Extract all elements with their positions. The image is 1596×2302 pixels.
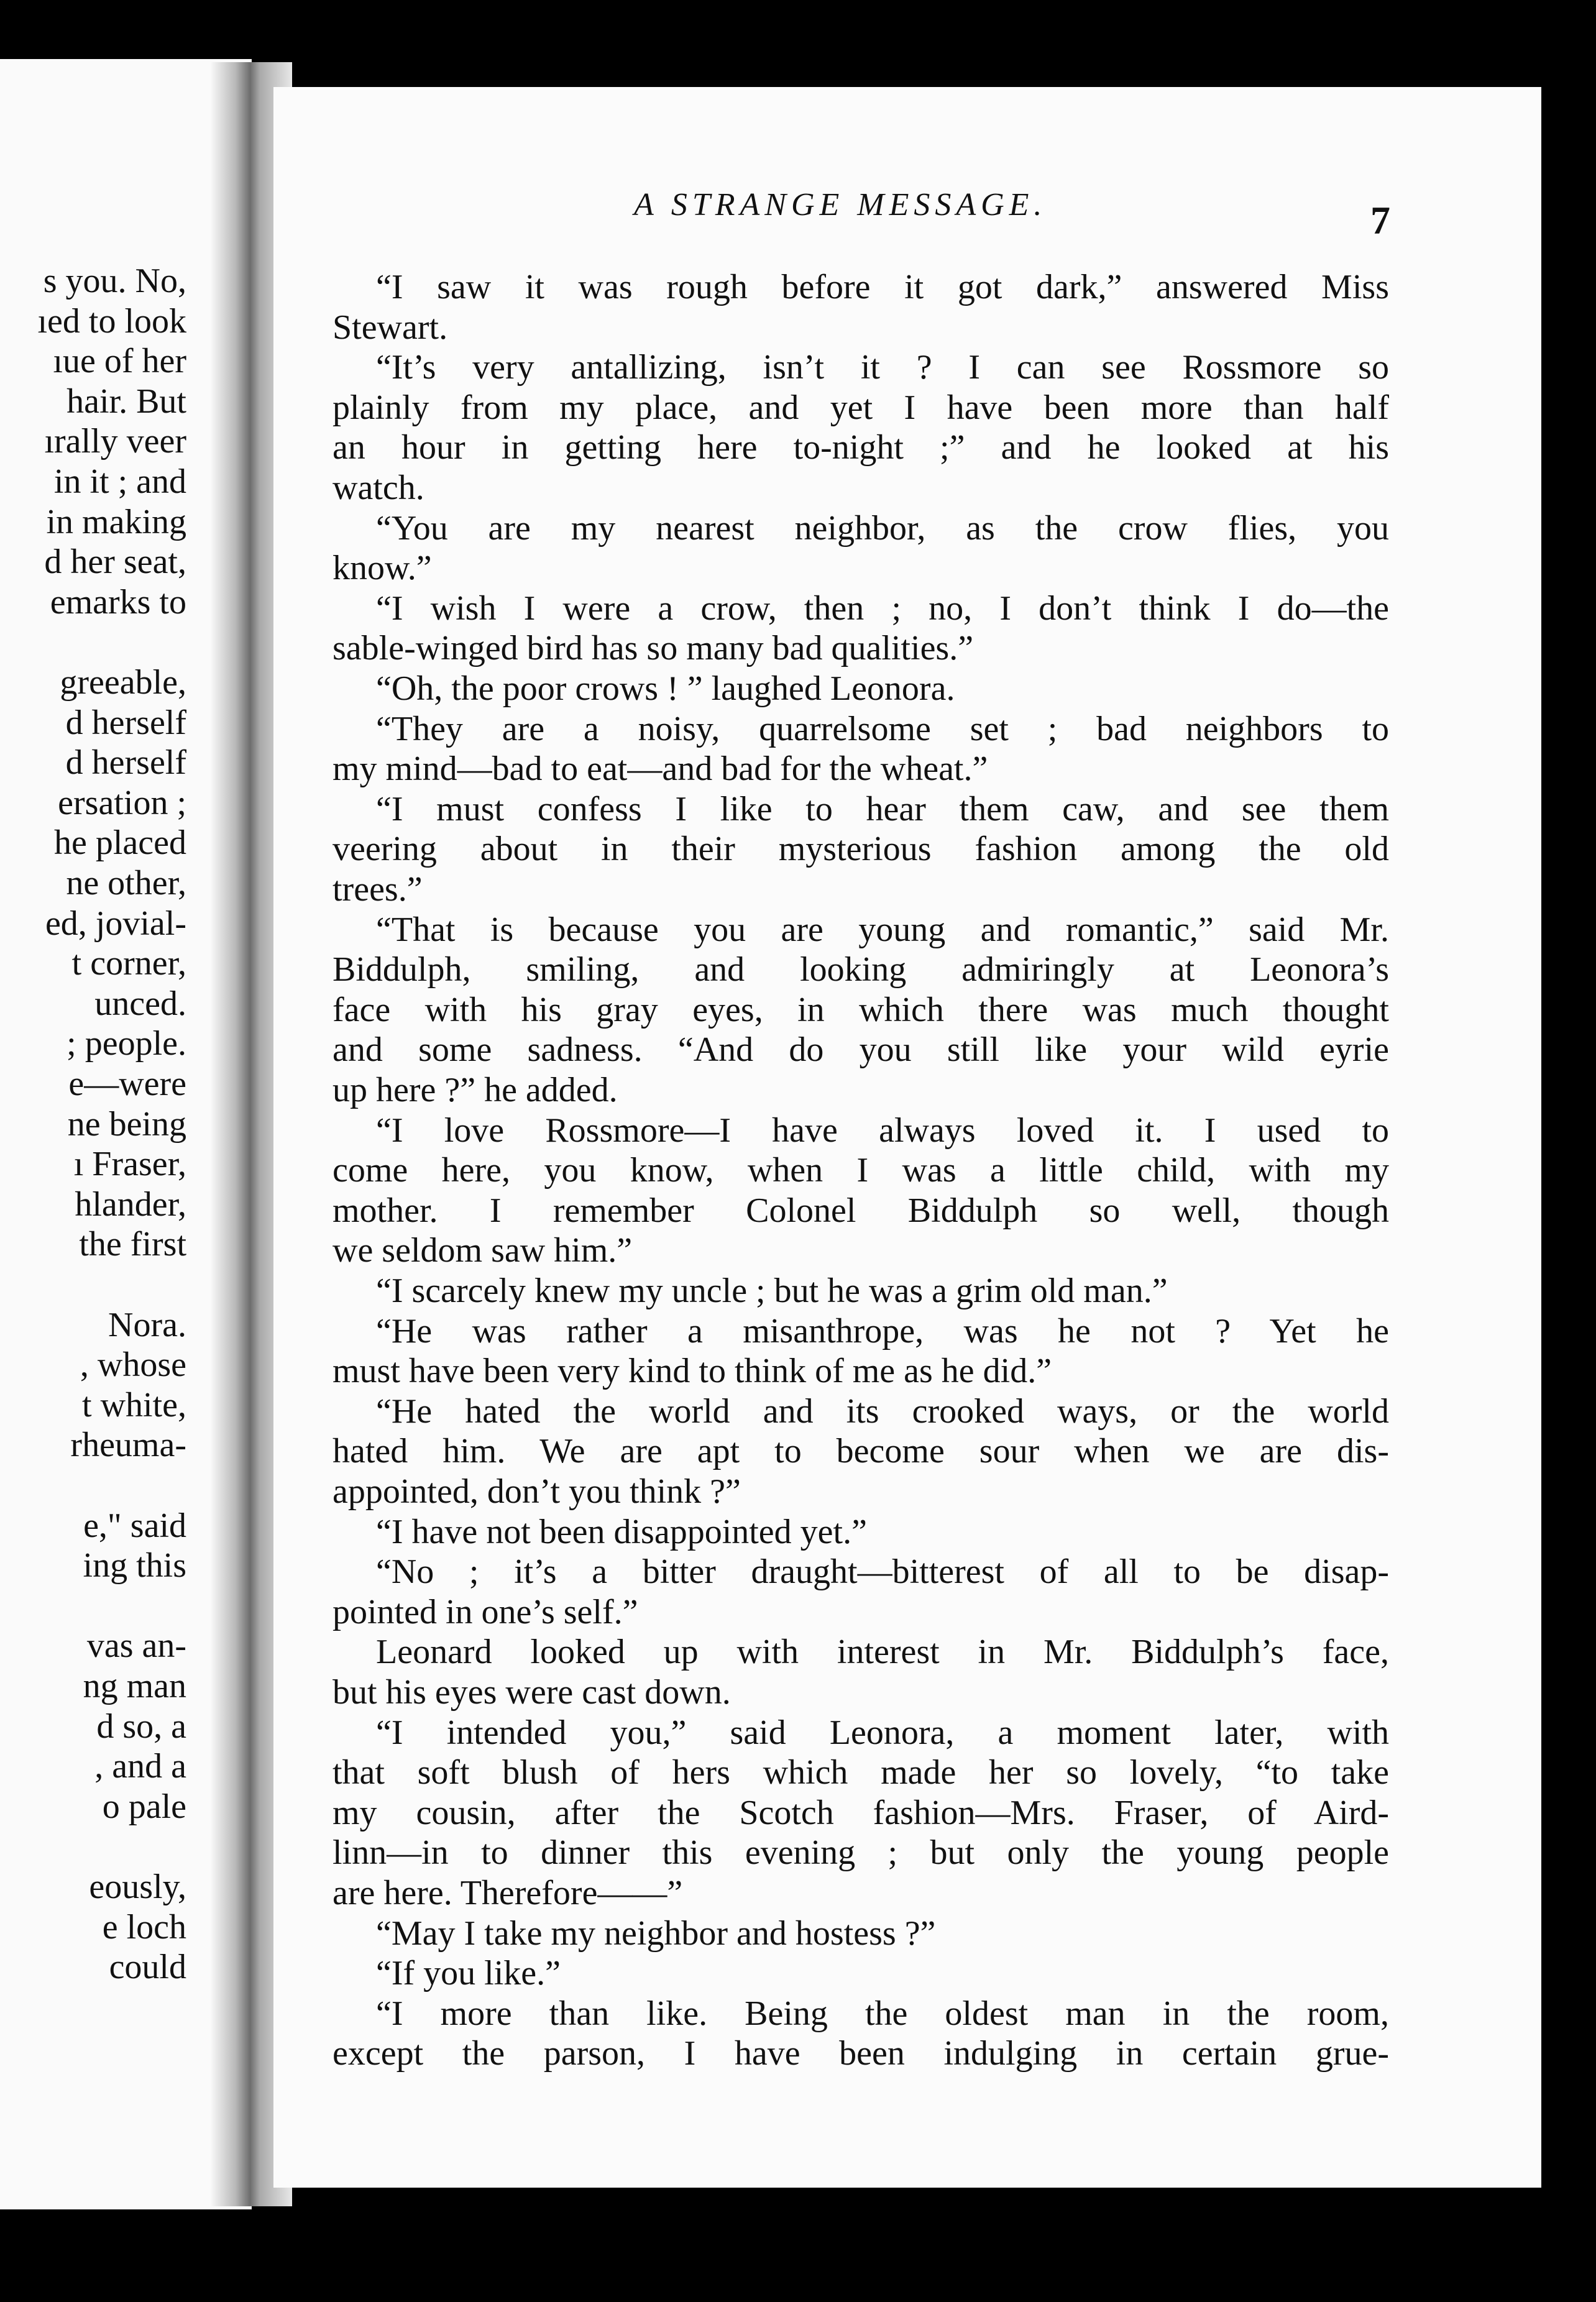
left-page-line: ing this [83, 1546, 186, 1585]
text-line: “I must confess I like to hear them caw, and see them [376, 790, 1389, 828]
left-page-line: ; people. [66, 1024, 186, 1063]
text-line: and some sadness. “And do you still like your wild eyrie [332, 1030, 1389, 1069]
text-line: appointed, don’t you think ?” [332, 1472, 741, 1511]
left-page-line: ne other, [66, 864, 186, 902]
text-line: pointed in one’s self.” [332, 1593, 638, 1631]
left-page-line: in making [46, 503, 186, 541]
text-line: “If you like.” [376, 1954, 561, 1992]
left-page-line: ne being [67, 1105, 186, 1144]
text-line: “You are my nearest neighbor, as the crow flies, you [376, 509, 1389, 548]
left-page-line: hair. But [66, 382, 186, 421]
text-line: an hour in getting here to-night ;” and he looked at his [332, 428, 1389, 467]
left-page-line: could [109, 1948, 186, 1986]
text-line: my mind—bad to eat—and bad for the wheat.” [332, 750, 988, 788]
text-line: veering about in their mysterious fashion among the old [332, 830, 1389, 868]
left-page-line: ıue of her [53, 342, 186, 380]
text-line: face with his gray eyes, in which there was much thought [332, 991, 1389, 1029]
text-line: hated him. We are apt to become sour when we are dis- [332, 1432, 1389, 1470]
left-page-line: s you. No, [43, 262, 186, 300]
text-line: mother. I remember Colonel Biddulph so well, though [332, 1191, 1389, 1230]
left-page-line: in it ; and [53, 462, 186, 501]
text-line: Leonard looked up with interest in Mr. Biddulph’s face, [376, 1633, 1389, 1671]
text-line: my cousin, after the Scotch fashion—Mrs. Fraser, of Aird- [332, 1794, 1389, 1832]
text-line: “May I take my neighbor and hostess ?” [376, 1914, 936, 1953]
text-line: “I have not been disappointed yet.” [376, 1513, 867, 1551]
left-page-line: d herself [65, 743, 186, 782]
left-page-line: e loch [102, 1908, 186, 1947]
left-page-line: emarks to [50, 583, 186, 621]
text-line: “I wish I were a crow, then ; no, I don’t think I do—the [376, 589, 1389, 628]
left-page-line: , and a [94, 1747, 186, 1786]
text-line: plainly from my place, and yet I have been more than half [332, 388, 1389, 427]
text-line: trees.” [332, 870, 423, 909]
text-line: “No ; it’s a bitter draught—bitterest of all to be disap- [376, 1552, 1389, 1591]
text-line: Stewart. [332, 308, 448, 347]
text-line: “I saw it was rough before it got dark,” answered Miss [376, 268, 1389, 306]
left-page-line: d so, a [96, 1707, 186, 1746]
text-line: but his eyes were cast down. [332, 1673, 731, 1712]
left-page-line: e," said [83, 1506, 186, 1545]
text-line: “I more than like. Being the oldest man in the room, [376, 1994, 1389, 2033]
left-page-line: ırally veer [44, 422, 186, 461]
text-line: are here. Therefore——” [332, 1874, 683, 1912]
left-page-line: d her seat, [44, 543, 186, 581]
running-head: A STRANGE MESSAGE. [634, 187, 1047, 222]
text-line: we seldom saw him.” [332, 1231, 633, 1270]
left-page-line: t white, [82, 1386, 186, 1424]
text-line: “He hated the world and its crooked ways, or the world [376, 1392, 1389, 1431]
text-line: come here, you know, when I was a little child, with my [332, 1151, 1389, 1190]
left-page-line: vas an- [86, 1626, 186, 1665]
left-page-line: Nora. [108, 1306, 186, 1344]
left-page-line: t corner, [71, 944, 186, 983]
text-line: “He was rather a misanthrope, was he not ? Yet he [376, 1312, 1389, 1350]
text-line: “It’s very antallizing, isn’t it ? I can see Rossmore so [376, 348, 1389, 387]
left-page-line: he placed [54, 823, 186, 862]
left-page-line: hlander, [75, 1185, 186, 1224]
text-line: “I scarcely knew my uncle ; but he was a grim old man.” [376, 1272, 1168, 1310]
left-page-line: o pale [102, 1787, 186, 1826]
text-line: know.” [332, 549, 432, 587]
left-page-line: ıed to look [37, 302, 186, 341]
text-line: “That is because you are young and romantic,” said Mr. [376, 910, 1389, 949]
text-line: watch. [332, 469, 424, 507]
text-line: sable-winged bird has so many bad qualities.” [332, 629, 974, 667]
left-page-line: ersation ; [58, 784, 186, 822]
text-line: up here ?” he added. [332, 1071, 618, 1109]
left-page-line: rheuma- [70, 1426, 186, 1464]
text-line: “Oh, the poor crows ! ” laughed Leonora. [376, 669, 955, 708]
left-page-line: d herself [65, 704, 186, 742]
left-page-line: eously, [89, 1868, 186, 1906]
left-page-line: e—were [68, 1065, 186, 1103]
page-number: 7 [1370, 198, 1390, 242]
left-page-line: , whose [80, 1346, 186, 1384]
left-page-line: unced. [94, 984, 186, 1023]
left-page-line: ng man [83, 1667, 186, 1705]
left-page-line: greeable, [60, 663, 186, 702]
left-page-line: ed, jovial- [45, 904, 186, 943]
left-page-text [0, 261, 186, 1988]
text-line: that soft blush of hers which made her so lovely, “to take [332, 1753, 1389, 1792]
text-line: except the parson, I have been indulging in certain grue- [332, 2034, 1389, 2073]
text-line: Biddulph, smiling, and looking admiringly at Leonora’s [332, 950, 1389, 989]
text-line: must have been very kind to think of me as he did.” [332, 1352, 1052, 1390]
left-page-line: ı Fraser, [73, 1145, 186, 1183]
text-line: “I intended you,” said Leonora, a moment later, with [376, 1713, 1389, 1752]
text-line: linn—in to dinner this evening ; but only the young people [332, 1833, 1389, 1872]
text-line: “I love Rossmore—I have always loved it. I used to [376, 1111, 1389, 1150]
left-page-line: the first [79, 1225, 186, 1263]
text-line: “They are a noisy, quarrelsome set ; bad neighbors to [376, 710, 1389, 748]
